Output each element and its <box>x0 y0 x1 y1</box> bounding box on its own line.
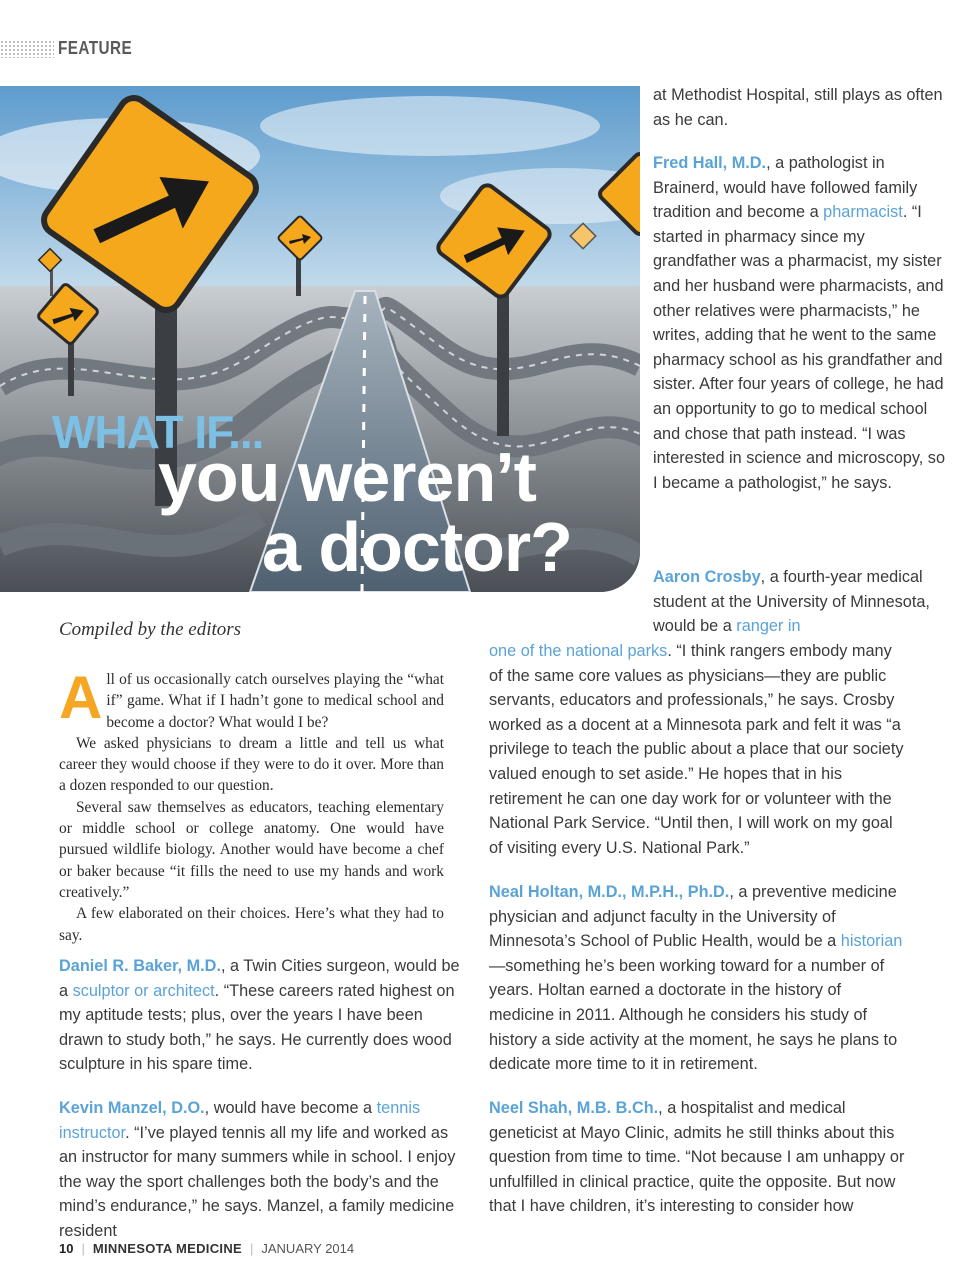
hero-title-line2: a doctor? <box>262 508 572 586</box>
drop-cap: A <box>59 664 103 731</box>
byline: Compiled by the editors <box>59 619 242 640</box>
career-link[interactable]: historian <box>840 932 903 951</box>
career-link[interactable]: ranger in <box>736 617 801 636</box>
career-link[interactable]: one of the national parks <box>489 642 668 660</box>
hero-title-line1: you weren’t <box>158 438 536 516</box>
intro-paragraph: A few elaborated on their choices. Here’s what they had to say. <box>59 905 444 944</box>
entry-baker: Daniel R. Baker, M.D., a Twin Cities surgeon, would be a sculptor or architect. “These careers rated highest on my aptitude tests; plus, over the years I have been drawn to study both,” he says. He currently does wood sculpture in his spare time. <box>59 957 460 1074</box>
physician-name: Daniel R. Baker, M.D. <box>59 957 221 975</box>
career-link[interactable]: tennis instructor <box>59 1099 421 1142</box>
magazine-name: MINNESOTA MEDICINE <box>92 1241 242 1256</box>
career-link[interactable]: sculptor or architect <box>72 981 215 1000</box>
physician-name: Kevin Manzel, D.O. <box>59 1099 205 1117</box>
intro-text <box>59 664 444 946</box>
career-link[interactable]: pharmacist <box>823 203 903 222</box>
entry-holtan: Neal Holtan, M.D., M.P.H., Ph.D., a preventive medicine physician and adjunct faculty in the University of Minnesota’s School of Public Health, would be a historian—something he’s been working toward for a number of years. Holtan earned a doctorate in the history of medicine in 2011. Although he considers his study of history a side activity at the moment, he says he plans to dedicate more time to it in retirement. <box>489 883 903 1074</box>
section-label: FEATURE <box>58 38 133 58</box>
entry-hall: Fred Hall, M.D., a pathologist in Brainerd, would have followed family tradition and become a pharmacist. “I started in pharmacy since my grandfather was a pharmacist, my sister and her husband were pharmacists, and other relatives were pharmacists,” he writes, adding that he went to the same pharmacy school as his grandfather and sister. After four years of college, he had an opportunity to go to medical school and chose that path instead. “I was interested in science and microscopy, so I became a pathologist,” he says. <box>653 154 945 492</box>
header-dot-pattern <box>0 40 54 58</box>
page-footer <box>59 1241 354 1256</box>
physician-name: Fred Hall, M.D. <box>653 154 767 172</box>
footer-divider: | <box>249 1241 254 1256</box>
entry-crosby-start: Aaron Crosby, a fourth-year medical student at the University of Minnesota, would be a ranger in <box>653 568 930 636</box>
intro-paragraph: All of us occasionally catch ourselves playing the “what if” game. What if I hadn’t gone to medical school and become a doctor? What would I be? <box>59 664 444 731</box>
page-number: 10 <box>59 1241 74 1256</box>
intro-paragraph: Several saw themselves as educators, teaching elementary or middle school or college anatomy. One would have pursued wildlife biology. Another would have become a chef or baker because “it fills the need to use my hands and work creatively.” <box>59 798 444 901</box>
entry-manzel-continued: at Methodist Hospital, still plays as often as he can. <box>653 86 943 129</box>
physician-name: Neal Holtan, M.D., M.P.H., Ph.D. <box>489 883 730 901</box>
entry-shah: Neel Shah, M.B. B.Ch., a hospitalist and medical geneticist at Mayo Clinic, admits he still thinks about this question from time to time. “Not because I am unhappy or unfulfilled in clinical practice, quite the opposite. But now that I have children, it’s interesting to consider how <box>489 1099 905 1216</box>
hero-kicker: WHAT IF... <box>52 406 264 458</box>
issue-date: JANUARY 2014 <box>261 1241 355 1256</box>
intro-paragraph: We asked physicians to dream a little and tell us what career they would choose if they were to do it over. More than a dozen responded to our question. <box>59 734 444 795</box>
footer-divider: | <box>81 1241 85 1256</box>
physician-name: Aaron Crosby <box>653 568 761 586</box>
entry-manzel: Kevin Manzel, D.O., would have become a tennis instructor. “I’ve played tennis all my life and worked as an instructor for many summers while in school. I enjoy the way the sport challenges both the body’s and the mind’s endurance,” he says. Manzel, a family medicine resident <box>59 1099 456 1240</box>
entry-crosby-continued: one of the national parks. “I think rangers embody many of the same core values as physicians—they are public servants, educators and professionals,” he says. Crosby worked as a docent at a Minnesota park and felt it was “a privilege to teach the public about a place that our society valued enough to set aside.” He hopes that in his retirement he can one day work for or volunteer with the National Park Service. “Until then, I will work on my goal of visiting every U.S. National Park.” <box>489 642 904 857</box>
physician-name: Neel Shah, M.B. B.Ch. <box>489 1099 659 1117</box>
